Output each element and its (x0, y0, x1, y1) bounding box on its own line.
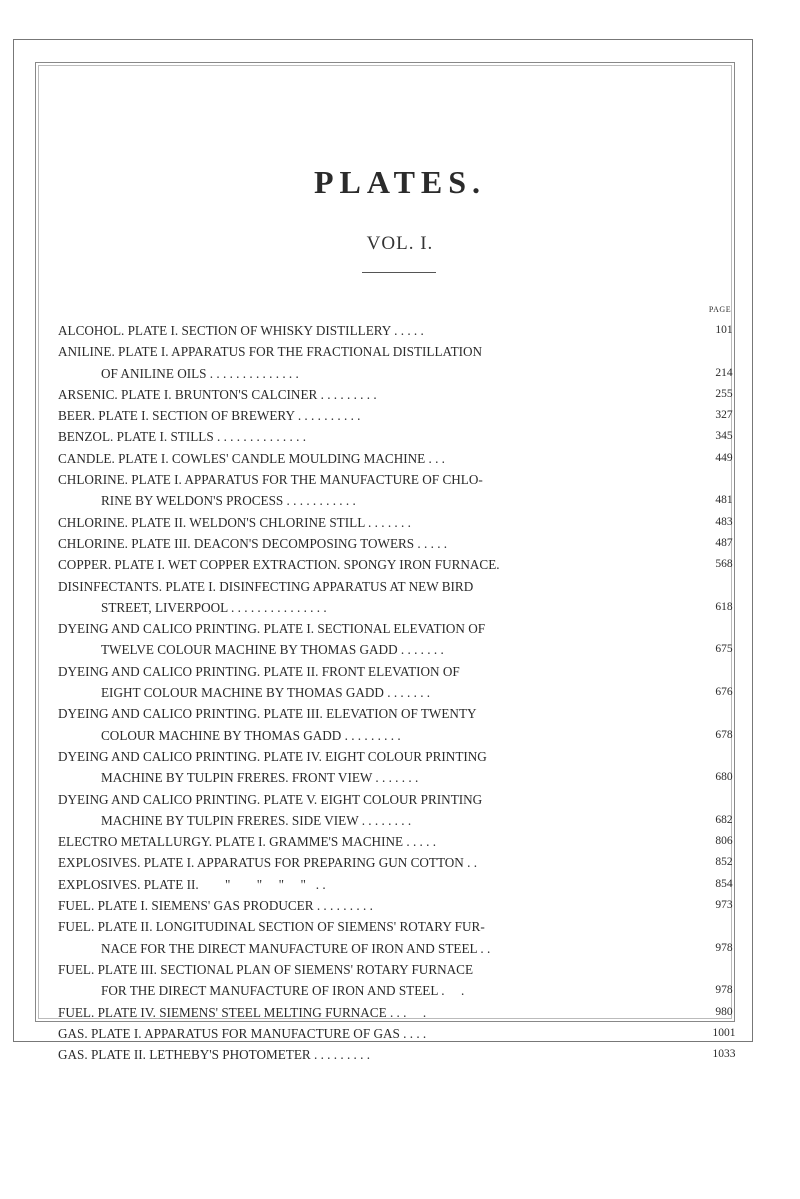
plate-entry-page-number: 676 (715, 686, 733, 699)
plate-entry-page-number: 327 (715, 409, 733, 422)
plate-entry (58, 405, 746, 426)
plate-entry (58, 618, 746, 661)
plate-entry-page-number: 255 (715, 387, 733, 400)
plate-entry (58, 512, 746, 533)
plate-entry-page-number: 1033 (712, 1048, 736, 1061)
plate-entry-text: MACHINE BY TULPIN FRERES. FRONT VIEW . . . . . . . (101, 770, 419, 786)
plate-entry-page-number: 978 (715, 984, 733, 997)
plate-entry-text: NACE FOR THE DIRECT MANUFACTURE OF IRON AND STEEL . . (101, 940, 491, 956)
plate-entry (58, 448, 746, 469)
plate-entry-text: FUEL. PLATE IV. SIEMENS' STEEL MELTING FURNACE . . . . (58, 1004, 427, 1020)
plate-entry (58, 554, 746, 575)
plate-entry-page-number: 1001 (712, 1026, 736, 1039)
plate-entry-page-number: 680 (715, 771, 733, 784)
plate-entry-text: ELECTRO METALLURGY. PLATE I. GRAMME'S MACHINE . . . . . (58, 834, 437, 850)
plate-entry (58, 533, 746, 554)
plate-entry-text: TWELVE COLOUR MACHINE BY THOMAS GADD . . . . . . . (101, 642, 444, 658)
plate-entry (58, 341, 746, 384)
plate-entry-page-number: 449 (715, 451, 733, 464)
plate-entry-text: CHLORINE. PLATE II. WELDON'S CHLORINE STILL . . . . . . . (58, 514, 411, 530)
plate-entry-text: FUEL. PLATE I. SIEMENS' GAS PRODUCER . . . . . . . . . (58, 898, 373, 914)
plate-entry (58, 469, 746, 512)
plate-entry-page-number: 345 (715, 430, 733, 443)
plate-entry (58, 426, 746, 447)
plate-entry-text: BEER. PLATE I. SECTION OF BREWERY . . . . . . . . . . (58, 408, 361, 424)
plate-entry-text: DISINFECTANTS. PLATE I. DISINFECTING APPARATUS AT NEW BIRD (58, 578, 474, 594)
plate-entry-text: DYEING AND CALICO PRINTING. PLATE I. SECTIONAL ELEVATION OF (58, 621, 486, 637)
plate-entry-page-number: 806 (715, 835, 733, 848)
plate-entry-text: COLOUR MACHINE BY THOMAS GADD . . . . . . . . . (101, 727, 401, 743)
plates-list (58, 320, 746, 1065)
plate-entry-page-number: 481 (715, 494, 733, 507)
plate-entry-text: CANDLE. PLATE I. COWLES' CANDLE MOULDING MACHINE . . . (58, 450, 445, 466)
page-title: PLATES. (313, 164, 487, 200)
plate-entry-page-number: 487 (715, 536, 733, 549)
plate-entry-text: DYEING AND CALICO PRINTING. PLATE V. EIGHT COLOUR PRINTING (58, 791, 483, 807)
plate-entry (58, 1023, 746, 1044)
plate-entry-text: GAS. PLATE II. LETHEBY'S PHOTOMETER . . . . . . . . . (58, 1047, 371, 1063)
plate-entry-text: RINE BY WELDON'S PROCESS . . . . . . . . . . . (101, 493, 356, 509)
plate-entry (58, 852, 746, 873)
plate-entry (58, 661, 746, 704)
plate-entry-text: FOR THE DIRECT MANUFACTURE OF IRON AND STEEL . . (101, 983, 465, 999)
plate-entry-text: MACHINE BY TULPIN FRERES. SIDE VIEW . . . . . . . . (101, 812, 412, 828)
plate-entry-page-number: 618 (715, 600, 733, 613)
plate-entry-page-number: 678 (715, 728, 733, 741)
plate-entry-text: OF ANILINE OILS . . . . . . . . . . . . . . (101, 365, 299, 381)
page-column-header: PAGE (708, 305, 732, 314)
plate-entry-text: EXPLOSIVES. PLATE II. " " " " . . (58, 876, 326, 892)
plate-entry-text: EIGHT COLOUR MACHINE BY THOMAS GADD . . . . . . . (101, 685, 431, 701)
title-rule (362, 272, 436, 273)
plate-entry-page-number: 973 (715, 899, 733, 912)
plate-entry-text: ARSENIC. PLATE I. BRUNTON'S CALCINER . . . . . . . . . (58, 386, 377, 402)
plate-entry-page-number: 568 (715, 558, 733, 571)
plate-entry-page-number: 854 (715, 877, 733, 890)
plate-entry-page-number: 214 (715, 366, 733, 379)
plate-entry (58, 959, 746, 1002)
plate-entry (58, 895, 746, 916)
plate-entry-text: CHLORINE. PLATE III. DEACON'S DECOMPOSING TOWERS . . . . . (58, 535, 448, 551)
plate-entry-text: COPPER. PLATE I. WET COPPER EXTRACTION. SPONGY IRON FURNACE. (58, 557, 500, 573)
plate-entry (58, 831, 746, 852)
plate-entry-text: DYEING AND CALICO PRINTING. PLATE II. FRONT ELEVATION OF (58, 663, 460, 679)
plate-entry-text: FUEL. PLATE II. LONGITUDINAL SECTION OF SIEMENS' ROTARY FUR- (58, 919, 485, 935)
plate-entry-page-number: 978 (715, 941, 733, 954)
plate-entry-page-number: 483 (715, 515, 733, 528)
plate-entry-text: ANILINE. PLATE I. APPARATUS FOR THE FRACTIONAL DISTILLATION (58, 344, 483, 360)
plate-entry-text: STREET, LIVERPOOL . . . . . . . . . . . . . . . (101, 599, 327, 615)
plate-entry-text: EXPLOSIVES. PLATE I. APPARATUS FOR PREPARING GUN COTTON . . (58, 855, 478, 871)
volume-label: VOL. I. (366, 233, 434, 254)
plate-entry (58, 1002, 746, 1023)
plate-entry-text: DYEING AND CALICO PRINTING. PLATE III. ELEVATION OF TWENTY (58, 706, 477, 722)
plate-entry-page-number: 682 (715, 813, 733, 826)
plate-entry (58, 746, 746, 789)
plate-entry-page-number: 852 (715, 856, 733, 869)
plate-entry-text: FUEL. PLATE III. SECTIONAL PLAN OF SIEMENS' ROTARY FURNACE (58, 961, 474, 977)
plate-entry (58, 703, 746, 746)
plate-entry (58, 384, 746, 405)
plate-entry-page-number: 675 (715, 643, 733, 656)
plate-entry-text: CHLORINE. PLATE I. APPARATUS FOR THE MANUFACTURE OF CHLO- (58, 472, 483, 488)
plate-entry-page-number: 980 (715, 1005, 733, 1018)
plate-entry-text: DYEING AND CALICO PRINTING. PLATE IV. EIGHT COLOUR PRINTING (58, 748, 487, 764)
plate-entry-text: BENZOL. PLATE I. STILLS . . . . . . . . . . . . . . (58, 429, 306, 445)
plate-entry-page-number: 101 (715, 324, 733, 336)
plate-entry (58, 1044, 746, 1065)
plate-entry (58, 576, 746, 619)
plate-entry (58, 874, 746, 895)
plate-entry-text: ALCOHOL. PLATE I. SECTION OF WHISKY DISTILLERY . . . . . (58, 323, 424, 338)
plate-entry (58, 789, 746, 832)
plate-entry-text: GAS. PLATE I. APPARATUS FOR MANUFACTURE OF GAS . . . . (58, 1025, 427, 1041)
plate-entry (58, 320, 746, 341)
plate-entry (58, 916, 746, 959)
